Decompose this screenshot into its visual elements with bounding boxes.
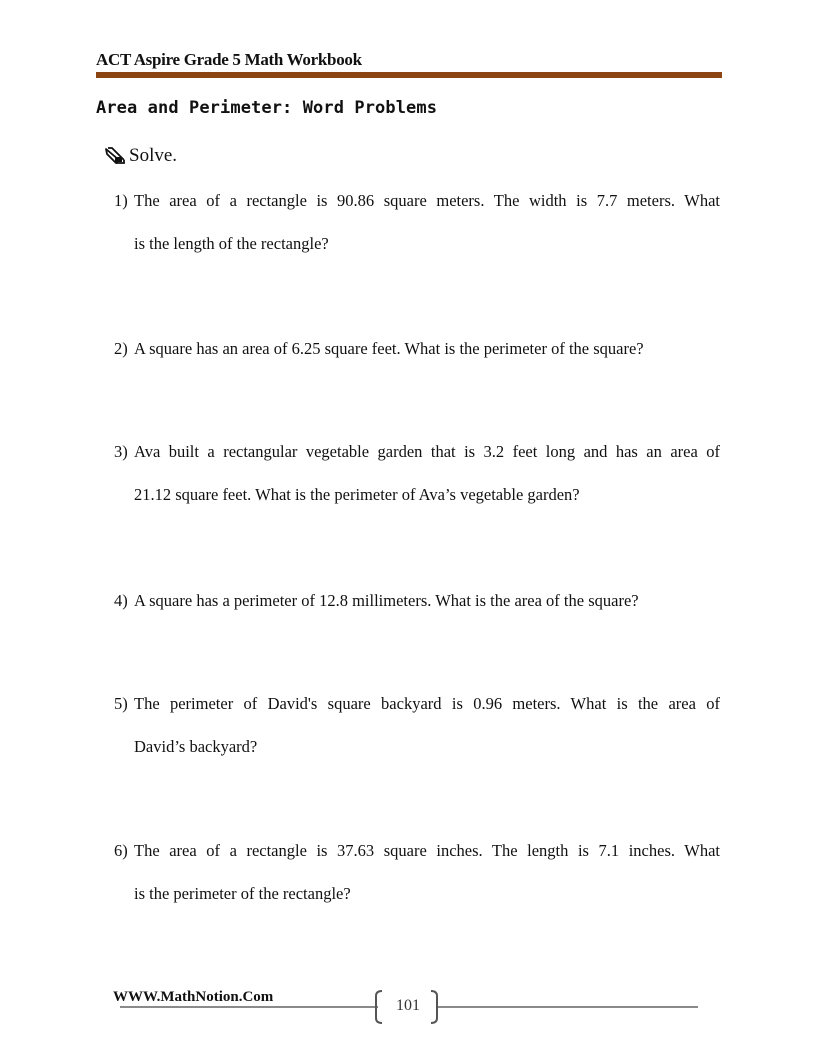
problem-number: 2) bbox=[114, 339, 128, 358]
problem-text-continued: is the length of the rectangle? bbox=[134, 234, 329, 253]
instruction-text: Solve. bbox=[129, 145, 178, 166]
workbook-title: ACT Aspire Grade 5 Math Workbook bbox=[96, 50, 362, 69]
problem-3 bbox=[114, 430, 724, 516]
problem-text-continued: 21.12 square feet. What is the perimeter of Ava’s vegetable garden? bbox=[134, 485, 580, 504]
problem-text-continued: David’s backyard? bbox=[134, 737, 258, 756]
problem-1 bbox=[114, 179, 724, 265]
problem-2 bbox=[114, 327, 724, 370]
instruction bbox=[104, 145, 177, 167]
footer-rule-right bbox=[438, 1006, 698, 1008]
problem-text: The area of a rectangle is 90.86 square meters. The width is 7.7 meters. What bbox=[134, 191, 720, 210]
page-number: 101 bbox=[396, 997, 420, 1014]
pencil-icon bbox=[104, 146, 128, 166]
problem-5 bbox=[114, 682, 724, 768]
footer-rule-left bbox=[120, 1006, 378, 1008]
footer-website: WWW.MathNotion.Com bbox=[113, 989, 274, 1005]
header-rule bbox=[96, 72, 722, 78]
section-title: Area and Perimeter: Word Problems bbox=[96, 98, 438, 118]
problem-number: 4) bbox=[114, 591, 128, 610]
problem-text: The perimeter of David's square backyard is 0.96 meters. What is the area of bbox=[134, 694, 720, 713]
problem-number: 6) bbox=[114, 841, 128, 860]
problem-4 bbox=[114, 579, 724, 622]
problem-number: 5) bbox=[114, 694, 128, 713]
problem-6 bbox=[114, 829, 724, 915]
problem-number: 3) bbox=[114, 442, 128, 461]
problem-number: 1) bbox=[114, 191, 128, 210]
problem-text: A square has a perimeter of 12.8 millimeters. What is the area of the square? bbox=[134, 591, 639, 610]
problem-text: Ava built a rectangular vegetable garden that is 3.2 feet long and has an area of bbox=[134, 442, 720, 461]
problem-text-continued: is the perimeter of the rectangle? bbox=[134, 884, 351, 903]
problem-text: A square has an area of 6.25 square feet. What is the perimeter of the square? bbox=[134, 339, 644, 358]
page-bracket-left bbox=[375, 990, 383, 1024]
page-bracket-right bbox=[430, 990, 438, 1024]
problem-text: The area of a rectangle is 37.63 square inches. The length is 7.1 inches. What bbox=[134, 841, 720, 860]
